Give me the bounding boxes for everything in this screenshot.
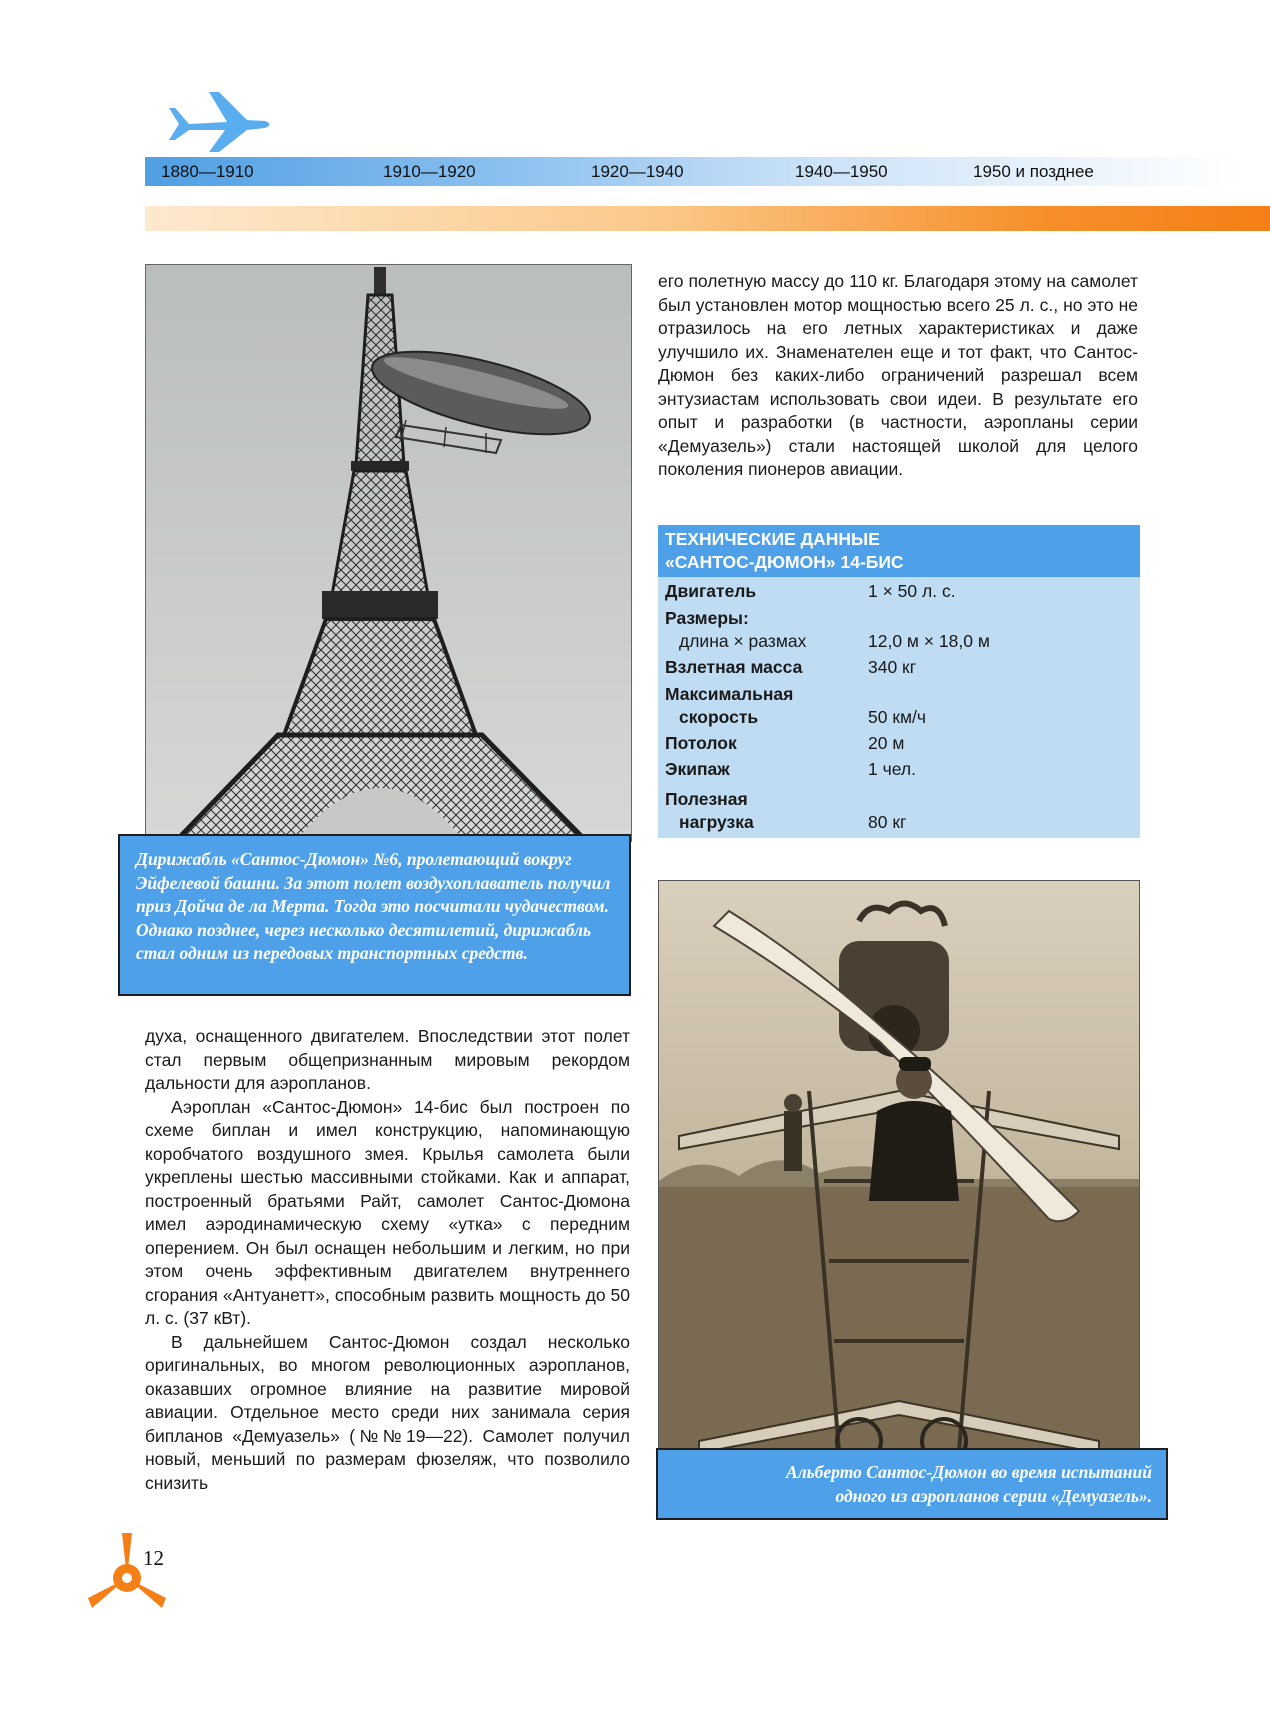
spec-payload-label-1: Полезная — [665, 789, 748, 809]
demoiselle-photo — [658, 880, 1140, 1459]
spec-table-header — [658, 525, 1140, 577]
timeline-period-3: 1920—1940 — [591, 162, 684, 181]
spec-dims-sub-label: длина × размах — [679, 631, 807, 651]
timeline-period-5: 1950 и позднее — [973, 162, 1094, 181]
spec-speed-label-2: скорость — [679, 707, 759, 727]
photo2-caption — [656, 1448, 1168, 1520]
eiffel-tower-illustration — [146, 265, 631, 841]
spec-title-line1: ТЕХНИЧЕСКИЕ ДАННЫЕ — [665, 529, 880, 549]
right-paragraph-1: его полетную массу до 110 кг. Благодаря этому на самолет был установлен мотор мощностью всего 25 л. с., но это не отразилось на его летных характеристиках и даже улучшило их. Знаменателен еще и тот факт, что Сантос-Дюмон без каких-либо ограничений разрешал всем энтузиастам использовать свои идеи. В результате его опыт и разработки (в частности, аэропланы серии «Демуазель») стали настоящей школой для целого поколения пионеров авиации. — [658, 271, 1138, 479]
spec-ceiling-label: Потолок — [665, 733, 737, 753]
right-column-text — [658, 270, 1138, 482]
spec-crew-label: Экипаж — [665, 759, 730, 779]
left-paragraph-1: духа, оснащенного двигателем. Впоследствии этот полет стал первым общепризнанным мировым рекордом дальности для аэропланов. — [145, 1026, 630, 1093]
spec-ceiling-value: 20 м — [868, 733, 905, 753]
photo2-caption-line1: Альберто Сантос-Дюмон во время испытаний — [786, 1462, 1152, 1482]
spec-crew-value: 1 чел. — [868, 759, 916, 779]
page-number: 12 — [143, 1546, 164, 1570]
propeller-icon — [82, 1528, 172, 1618]
spec-table — [658, 525, 1140, 838]
photo1-caption: Дирижабль «Сантос-Дюмон» №6, пролетающий вокруг Эйфелевой башни. За этот полет воздухоплаватель получил приз Дойча де ла Мерта. Тогда это посчитали чудачеством. Однако позднее, через несколько десятилетий, дирижабль стал одним из передовых транспортных средств. — [118, 834, 631, 996]
orange-band — [145, 206, 1270, 231]
eiffel-tower-photo — [145, 264, 632, 842]
left-paragraph-2: Аэроплан «Сантос-Дюмон» 14-бис был построен по схеме биплан и имел конструкцию, напоминающую коробчатого воздушного змея. Крылья самолета были укреплены шестью массивными стойками. Как и аппарат, построенный братьями Райт, самолет Сантос-Дюмона имел аэродинамическую схему «утка» с передним оперением. Он был оснащен небольшим и легким, но при этом очень эффективным двигателем внутреннего сгорания «Антуанетт», способным развить мощность до 50 л. с. (37 кВт). — [145, 1096, 630, 1328]
timeline-period-4: 1940—1950 — [795, 162, 888, 181]
spec-takeoff-label: Взлетная масса — [665, 657, 803, 677]
timeline-period-1: 1880—1910 — [161, 162, 254, 181]
spec-engine-value: 1 × 50 л. с. — [868, 581, 956, 601]
spec-speed-label-1: Максимальная — [665, 684, 794, 704]
spec-dims-label: Размеры: — [665, 608, 749, 628]
timeline-period-2: 1910—1920 — [383, 162, 476, 181]
timeline-bar — [145, 157, 1243, 186]
spec-title-line2: «САНТОС-ДЮМОН» 14-БИС — [665, 552, 904, 572]
spec-dims-value: 12,0 м × 18,0 м — [868, 631, 990, 651]
photo2-caption-line2: одного из аэропланов серии «Демуазель». — [835, 1485, 1152, 1506]
spec-payload-label-2: нагрузка — [679, 812, 754, 832]
airplane-logo-icon — [165, 86, 275, 156]
demoiselle-illustration — [659, 881, 1139, 1458]
spec-engine-label: Двигатель — [665, 581, 757, 601]
left-paragraph-3: В дальнейшем Сантос-Дюмон создал несколько оригинальных, во многом революционных аэропланов, оказавших огромное влияние на развитие мировой авиации. Отдельное место среди них занимала серия бипланов «Демуазель» (№№19—22). Самолет получил новый, меньший по размерам фюзеляж, что позволило снизить — [145, 1331, 630, 1493]
spec-speed-value: 50 км/ч — [868, 707, 926, 727]
left-column-text — [145, 1025, 630, 1495]
spec-payload-value: 80 кг — [868, 812, 907, 832]
spec-takeoff-value: 340 кг — [868, 657, 917, 677]
